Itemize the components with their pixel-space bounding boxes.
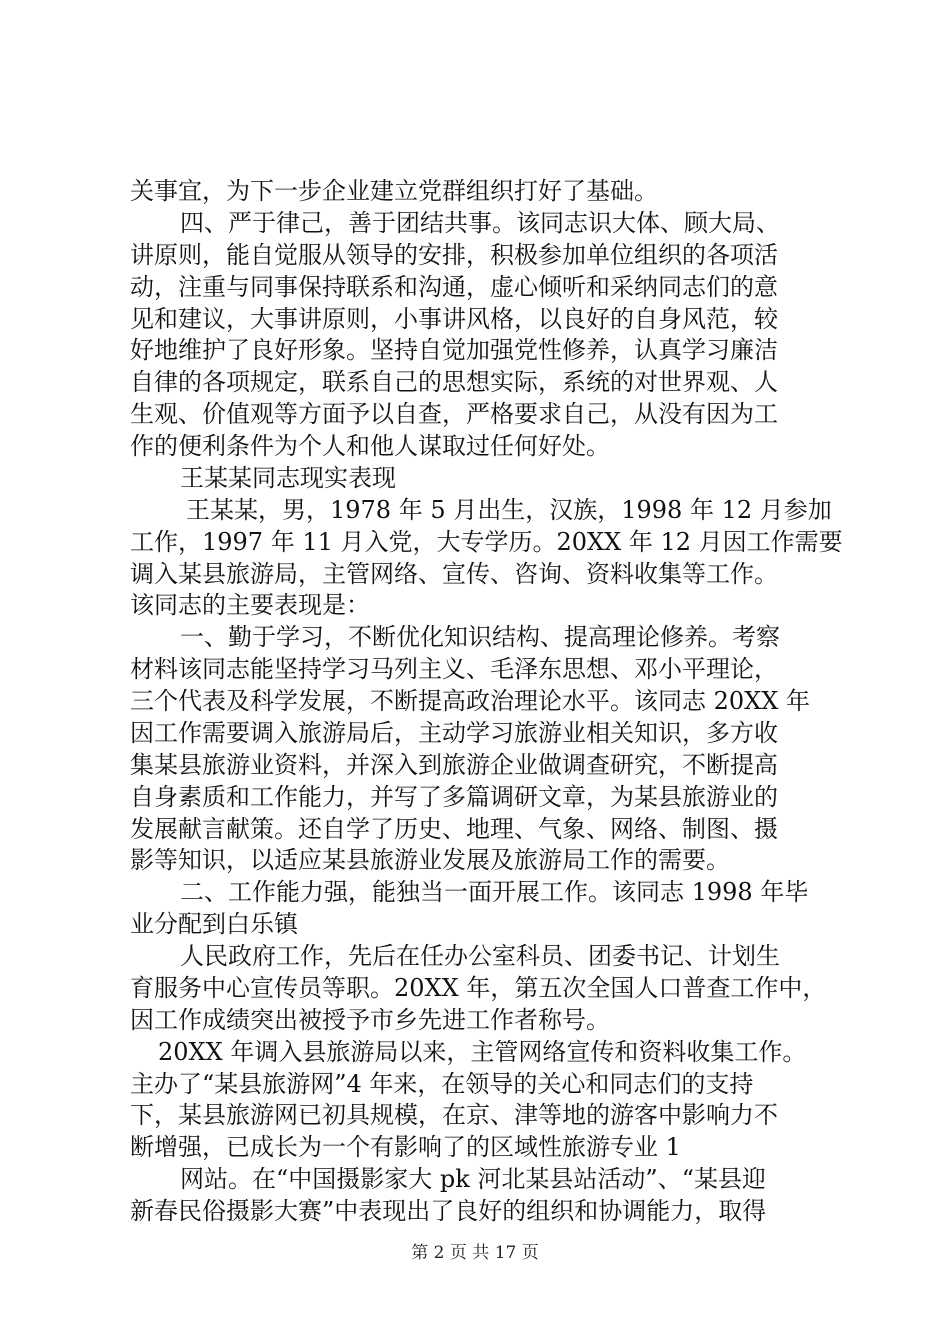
- text-line: 四、严于律己，善于团结共事。该同志识大体、顾大局、: [180, 209, 780, 237]
- text-line: 网站。在“中国摄影家大 pk 河北某县站活动”、“某县迎: [180, 1165, 766, 1193]
- text-line: 自身素质和工作能力，并写了多篇调研文章，为某县旅游业的: [130, 783, 778, 811]
- text-line: 材料该同志能坚持学习马列主义、毛泽东思想、邓小平理论，: [130, 655, 778, 683]
- text-line: 育服务中心宣传员等职。20XX 年，第五次全国人口普查工作中，: [130, 974, 827, 1002]
- section-heading: 王某某同志现实表现: [180, 464, 396, 492]
- text-line: 因工作需要调入旅游局后，主动学习旅游业相关知识，多方收: [130, 719, 778, 747]
- text-line: 发展献言献策。还自学了历史、地理、气象、网络、制图、摄: [130, 815, 778, 843]
- text-line: 工作，1997 年 11 月入党，大专学历。20XX 年 12 月因工作需要: [130, 528, 843, 556]
- text-line: 该同志的主要表现是：: [130, 591, 370, 619]
- text-line: 20XX 年调入县旅游局以来，主管网络宣传和资料收集工作。: [158, 1038, 807, 1066]
- text-line: 关事宜，为下一步企业建立党群组织打好了基础。: [130, 177, 658, 205]
- text-line: 影等知识，以适应某县旅游业发展及旅游局工作的需要。: [130, 846, 730, 874]
- text-line: 集某县旅游业资料，并深入到旅游企业做调查研究，不断提高: [130, 751, 778, 779]
- text-line: 三个代表及科学发展，不断提高政治理论水平。该同志 20XX 年: [130, 687, 810, 715]
- text-line: 讲原则，能自觉服从领导的安排，积极参加单位组织的各项活: [130, 241, 778, 269]
- text-line: 动，注重与同事保持联系和沟通，虚心倾听和采纳同志们的意: [130, 273, 778, 301]
- text-line: 好地维护了良好形象。坚持自觉加强党性修养，认真学习廉洁: [130, 336, 778, 364]
- text-line: 断增强，已成长为一个有影响了的区域性旅游专业 1: [130, 1133, 681, 1161]
- text-line: 新春民俗摄影大赛”中表现出了良好的组织和协调能力，取得: [130, 1197, 767, 1225]
- page-number-footer: 第 2 页 共 17 页: [411, 1243, 539, 1263]
- text-line: 下，某县旅游网已初具规模，在京、津等地的游客中影响力不: [130, 1101, 778, 1129]
- text-line: 自律的各项规定，联系自己的思想实际，系统的对世界观、人: [130, 368, 778, 396]
- text-line: 王某某，男，1978 年 5 月出生，汉族，1998 年 12 月参加: [186, 496, 832, 524]
- text-line: 生观、价值观等方面予以自查，严格要求自己，从没有因为工: [130, 400, 778, 428]
- text-line: 一、勤于学习，不断优化知识结构、提高理论修养。考察: [180, 623, 780, 651]
- text-line: 见和建议，大事讲原则，小事讲风格，以良好的自身风范，较: [130, 305, 778, 333]
- text-line: 主办了“某县旅游网”4 年来，在领导的关心和同志们的支持: [130, 1070, 754, 1098]
- text-line: 调入某县旅游局，主管网络、宣传、咨询、资料收集等工作。: [130, 560, 778, 588]
- text-line: 因工作成绩突出被授予市乡先进工作者称号。: [130, 1006, 610, 1034]
- text-line: 人民政府工作，先后在任办公室科员、团委书记、计划生: [180, 942, 780, 970]
- text-line: 作的便利条件为个人和他人谋取过任何好处。: [130, 432, 610, 460]
- text-line: 业分配到白乐镇: [130, 910, 298, 938]
- text-line: 二、工作能力强，能独当一面开展工作。该同志 1998 年毕: [180, 878, 809, 906]
